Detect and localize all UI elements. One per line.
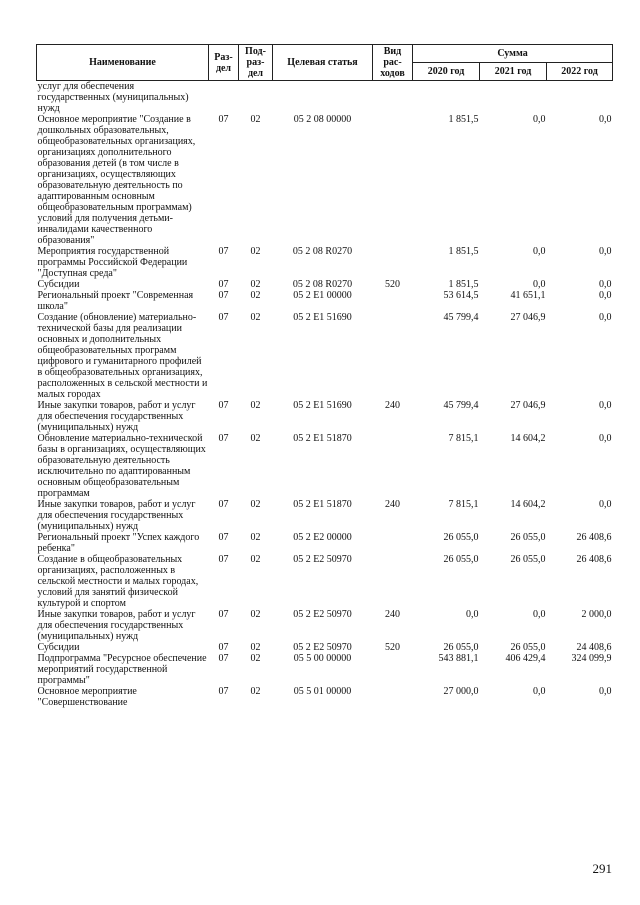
table-body: [37, 81, 613, 709]
row-sum-2020: 7 815,1: [448, 433, 479, 444]
row-target: 05 2 08 R0270: [292, 246, 353, 257]
header-2020: 2020 год: [413, 63, 480, 81]
row-section: 07: [218, 554, 229, 565]
row-subsection: 02: [250, 400, 261, 411]
row-subsection: 02: [250, 642, 261, 653]
row-expense-type: [373, 290, 413, 312]
row-target: 05 2 E2 50970: [293, 642, 352, 653]
row-target: 05 2 E2 00000: [293, 532, 352, 543]
row-expense-type: [373, 554, 413, 609]
row-sum-2020: 543 881,1: [438, 653, 479, 664]
row-subsection: 02: [250, 114, 261, 125]
row-expense-type: [373, 312, 413, 400]
row-expense-type: 240: [385, 400, 400, 411]
row-subsection: 02: [250, 246, 261, 257]
row-section: 07: [218, 499, 229, 510]
row-subsection: 02: [250, 279, 261, 290]
row-sum-2022: 0,0: [599, 400, 612, 411]
header-name: Наименование: [37, 45, 209, 81]
row-name: Создание (обновление) материально-технической базы для реализации основных и дополнительных общеобразовательных программ цифрового и гуманитарного профилей в общеобразовательных организациях, расположенных в сельской местности и малых городах: [37, 312, 208, 400]
table-row: [37, 433, 613, 499]
row-sum-2022: 0,0: [599, 290, 612, 301]
header-target: Целевая статья: [273, 45, 373, 81]
header-2022: 2022 год: [547, 63, 613, 81]
row-subsection: 02: [250, 312, 261, 323]
table-row: [37, 653, 613, 686]
row-subsection: 02: [250, 609, 261, 620]
row-target: 05 2 E1 51870: [293, 433, 352, 444]
row-sum-2020: 1 851,5: [448, 114, 479, 125]
row-target: [273, 81, 373, 115]
table-row: [37, 642, 613, 653]
row-name: Субсидии: [37, 642, 80, 653]
row-section: [209, 81, 239, 115]
row-target: 05 2 E2 50970: [293, 554, 352, 565]
row-expense-type: [373, 532, 413, 554]
row-sum-2020: 27 000,0: [443, 686, 479, 697]
row-sum-2020: [413, 81, 480, 115]
row-sum-2020: 1 851,5: [448, 246, 479, 257]
header-expense-type: Вид рас-ходов: [373, 45, 413, 81]
row-target: 05 2 E2 50970: [293, 609, 352, 620]
row-sum-2021: 0,0: [533, 114, 546, 125]
row-sum-2021: 26 055,0: [510, 532, 546, 543]
row-sum-2022: 26 408,6: [576, 532, 612, 543]
row-sum-2021: 27 046,9: [510, 400, 546, 411]
row-target: 05 2 E1 51690: [293, 312, 352, 323]
row-sum-2022: 0,0: [599, 114, 612, 125]
row-section: 07: [218, 532, 229, 543]
row-sum-2020: 26 055,0: [443, 554, 479, 565]
row-section: 07: [218, 312, 229, 323]
row-section: 07: [218, 653, 229, 664]
row-name: услуг для обеспечения государственных (муниципальных) нужд: [37, 81, 189, 114]
row-name: Создание в общеобразовательных организациях, расположенных в сельской местности и малых городах, условий для занятий физической культурой и спортом: [37, 554, 199, 609]
row-sum-2021: 0,0: [533, 246, 546, 257]
header-sum: Сумма: [413, 45, 613, 63]
row-name: Основное мероприятие "Совершенствование: [37, 686, 137, 708]
row-section: 07: [218, 246, 229, 257]
row-subsection: 02: [250, 686, 261, 697]
row-target: 05 5 01 00000: [293, 686, 352, 697]
table-row: [37, 554, 613, 609]
row-sum-2021: 14 604,2: [510, 499, 546, 510]
table-row: [37, 532, 613, 554]
row-subsection: 02: [250, 499, 261, 510]
row-sum-2022: 0,0: [599, 246, 612, 257]
row-sum-2022: 324 099,9: [571, 653, 612, 664]
row-subsection: [239, 81, 273, 115]
row-sum-2021: 0,0: [533, 279, 546, 290]
row-expense-type: [373, 433, 413, 499]
row-sum-2022: 26 408,6: [576, 554, 612, 565]
row-sum-2021: [480, 81, 547, 115]
row-sum-2020: 26 055,0: [443, 532, 479, 543]
row-section: 07: [218, 642, 229, 653]
row-sum-2022: 0,0: [599, 686, 612, 697]
row-name: Иные закупки товаров, работ и услуг для обеспечения государственных (муниципальных) нужд: [37, 609, 196, 642]
table-row: [37, 609, 613, 642]
row-sum-2021: 14 604,2: [510, 433, 546, 444]
row-section: 07: [218, 609, 229, 620]
row-expense-type: [373, 686, 413, 708]
row-section: 07: [218, 686, 229, 697]
row-name: Мероприятия государственной программы Российской Федерации "Доступная среда": [37, 246, 188, 279]
row-expense-type: 240: [385, 499, 400, 510]
table-row: [37, 279, 613, 290]
row-sum-2022: 2 000,0: [581, 609, 612, 620]
row-section: 07: [218, 279, 229, 290]
row-sum-2020: 0,0: [466, 609, 479, 620]
row-sum-2022: 0,0: [599, 433, 612, 444]
row-name: Иные закупки товаров, работ и услуг для обеспечения государственных (муниципальных) нужд: [37, 499, 196, 532]
row-subsection: 02: [250, 290, 261, 301]
row-expense-type: [373, 653, 413, 686]
row-target: 05 5 00 00000: [293, 653, 352, 664]
row-name: Основное мероприятие "Создание в дошкольных образовательных, общеобразовательных организациях, организациях дополнительного образования детей (в том числе в организациях, осуществляющих образовательную деятельность по адаптированным основным общеобразовательным программам) условий для получения детьми-инвалидами качественного образования": [37, 114, 196, 246]
row-subsection: 02: [250, 653, 261, 664]
row-sum-2021: 0,0: [533, 686, 546, 697]
table-row: [37, 114, 613, 246]
page-number: 291: [592, 861, 612, 876]
row-target: 05 2 08 00000: [293, 114, 352, 125]
header-2021: 2021 год: [480, 63, 547, 81]
row-sum-2022: 0,0: [599, 279, 612, 290]
row-target: 05 2 E1 51690: [293, 400, 352, 411]
row-expense-type: 240: [385, 609, 400, 620]
row-expense-type: [373, 246, 413, 279]
header-subsection: Под-раз-дел: [239, 45, 273, 81]
row-name: Обновление материально-технической базы в организациях, осуществляющих образовательную деятельность исключительно по адаптированным основным общеобразовательным программам: [37, 433, 206, 499]
row-sum-2021: 0,0: [533, 609, 546, 620]
table-row: [37, 400, 613, 433]
row-sum-2021: 41 651,1: [510, 290, 546, 301]
row-section: 07: [218, 290, 229, 301]
row-subsection: 02: [250, 554, 261, 565]
row-name: Региональный проект "Современная школа": [37, 290, 194, 312]
row-sum-2021: 27 046,9: [510, 312, 546, 323]
row-target: 05 2 08 R0270: [292, 279, 353, 290]
row-sum-2022: 0,0: [599, 499, 612, 510]
row-sum-2022: [547, 81, 613, 115]
row-sum-2020: 53 614,5: [443, 290, 479, 301]
row-name: Иные закупки товаров, работ и услуг для обеспечения государственных (муниципальных) нужд: [37, 400, 196, 433]
row-target: 05 2 E1 51870: [293, 499, 352, 510]
table-row: [37, 81, 613, 115]
table-row: [37, 290, 613, 312]
row-sum-2021: 26 055,0: [510, 642, 546, 653]
row-sum-2022: 0,0: [599, 312, 612, 323]
row-expense-type: 520: [385, 642, 400, 653]
row-sum-2020: 45 799,4: [443, 400, 479, 411]
table-row: [37, 499, 613, 532]
row-expense-type: 520: [385, 279, 400, 290]
table-row: [37, 686, 613, 708]
row-target: 05 2 E1 00000: [293, 290, 352, 301]
table-row: [37, 312, 613, 400]
row-expense-type: [373, 81, 413, 115]
row-sum-2020: 1 851,5: [448, 279, 479, 290]
row-sum-2020: 26 055,0: [443, 642, 479, 653]
row-sum-2021: 406 429,4: [505, 653, 546, 664]
header-section: Раз-дел: [209, 45, 239, 81]
row-section: 07: [218, 114, 229, 125]
table-row: [37, 246, 613, 279]
row-expense-type: [373, 114, 413, 246]
row-sum-2020: 7 815,1: [448, 499, 479, 510]
row-section: 07: [218, 433, 229, 444]
row-sum-2020: 45 799,4: [443, 312, 479, 323]
row-subsection: 02: [250, 433, 261, 444]
row-name: Региональный проект "Успех каждого ребенка": [37, 532, 200, 554]
row-subsection: 02: [250, 532, 261, 543]
row-sum-2022: 24 408,6: [576, 642, 612, 653]
budget-table: [36, 44, 613, 708]
table-header: [37, 45, 613, 81]
row-name: Подпрограмма "Ресурсное обеспечение мероприятий государственной программы": [37, 653, 207, 686]
row-name: Субсидии: [37, 279, 80, 290]
row-section: 07: [218, 400, 229, 411]
row-sum-2021: 26 055,0: [510, 554, 546, 565]
